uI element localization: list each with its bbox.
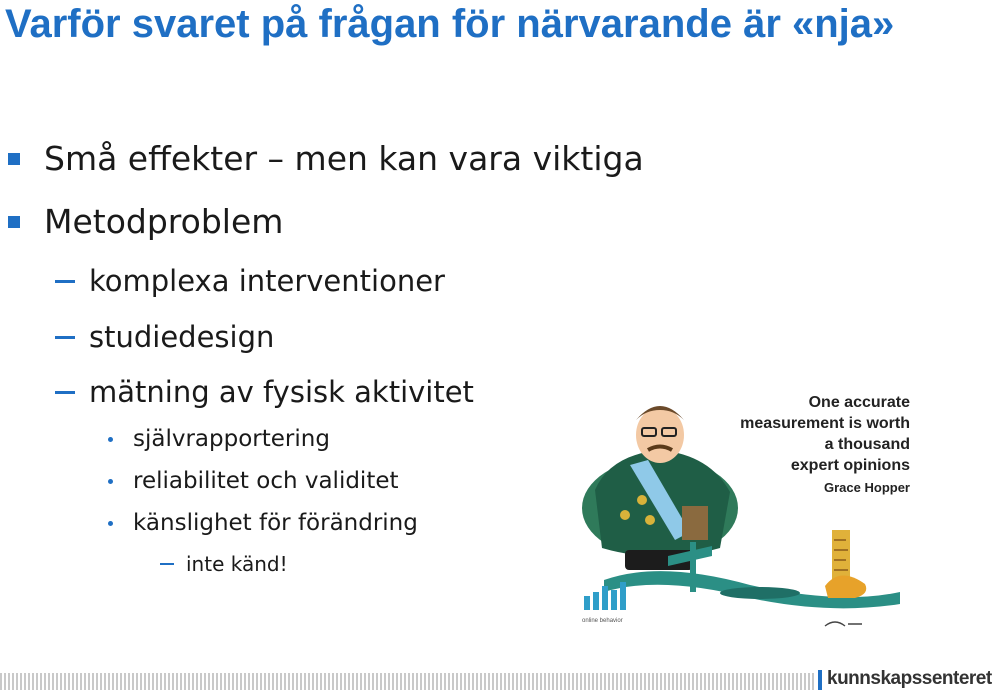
bullet-text: mätning av fysisk aktivitet bbox=[89, 375, 474, 409]
bullet-text: inte känd! bbox=[186, 552, 288, 576]
bullet-text: studiedesign bbox=[89, 320, 275, 354]
quote-line: expert opinions bbox=[790, 457, 910, 474]
bullet-text: känslighet för förändring bbox=[133, 510, 418, 536]
quote-line: One accurate bbox=[808, 394, 910, 411]
bullet-level2 bbox=[55, 374, 474, 410]
bullet-level1 bbox=[8, 202, 283, 242]
brand-mark-icon bbox=[818, 670, 822, 690]
dash-bullet-icon bbox=[55, 391, 75, 394]
square-bullet-icon bbox=[8, 153, 20, 165]
bullet-level1 bbox=[8, 139, 644, 179]
bullet-text: Metodproblem bbox=[44, 202, 284, 241]
square-bullet-icon bbox=[8, 216, 20, 228]
bar-logo-icon bbox=[582, 578, 634, 614]
quote-block bbox=[720, 392, 910, 499]
quote-line: a thousand bbox=[824, 436, 910, 453]
dash-bullet-icon bbox=[160, 563, 174, 565]
bullet-level3 bbox=[108, 466, 399, 496]
bullet-text: Små effekter – men kan vara viktiga bbox=[44, 139, 644, 178]
dot-bullet-icon bbox=[108, 521, 113, 526]
bullet-text: reliabilitet och validitet bbox=[133, 468, 399, 494]
dash-bullet-icon bbox=[55, 336, 75, 339]
dot-bullet-icon bbox=[108, 479, 113, 484]
dash-bullet-icon bbox=[55, 280, 75, 283]
bullet-level4 bbox=[160, 550, 288, 578]
brand-name: kunnskapssenteret bbox=[827, 668, 992, 689]
bullet-text: komplexa interventioner bbox=[89, 264, 445, 298]
quote-author: Grace Hopper bbox=[824, 480, 910, 495]
bullet-level3 bbox=[108, 424, 330, 454]
slide-title: Varför svaret på frågan för närvarande är «nja» bbox=[5, 2, 895, 46]
footer-strip bbox=[0, 673, 815, 690]
bullet-text: självrapportering bbox=[133, 426, 330, 452]
brand-logo bbox=[818, 668, 992, 690]
bullet-level3 bbox=[108, 508, 418, 538]
quote-line: measurement is worth bbox=[740, 415, 910, 432]
online-behavior-logo bbox=[582, 578, 634, 624]
logo-caption: online behavior bbox=[582, 618, 623, 624]
dot-bullet-icon bbox=[108, 437, 113, 442]
bullet-level2 bbox=[55, 319, 274, 355]
bullet-level2 bbox=[55, 263, 445, 299]
